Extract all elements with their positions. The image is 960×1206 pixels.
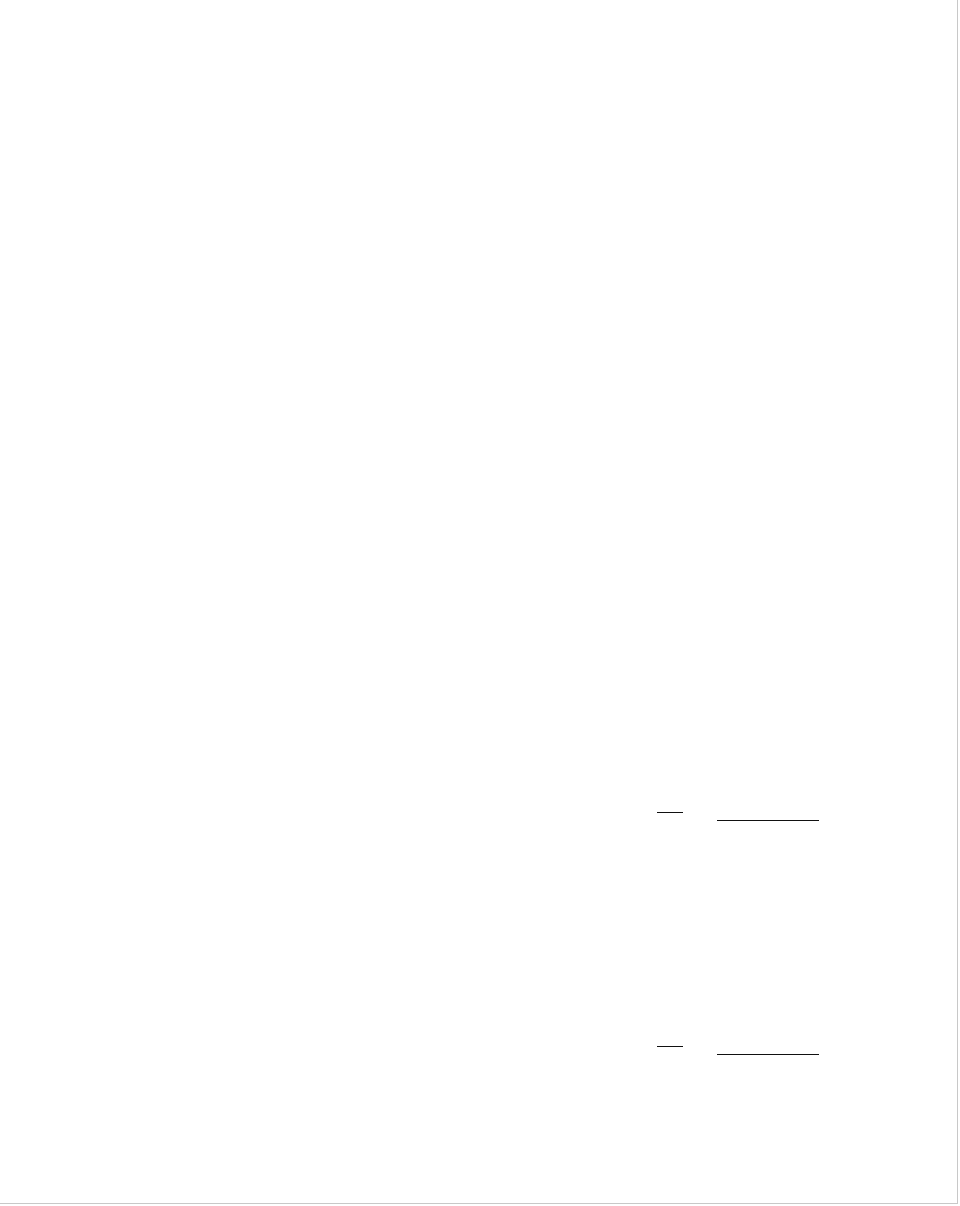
answer-figures xyxy=(0,680,960,1160)
answer-blank[interactable] xyxy=(717,1054,819,1055)
wave-figure-top xyxy=(0,0,960,440)
fraction-bar xyxy=(657,1046,683,1047)
fraction-bar xyxy=(657,812,683,813)
answer-blank[interactable] xyxy=(717,820,819,821)
destructive-fraction-answer xyxy=(657,1024,827,1074)
constructive-fraction-answer xyxy=(657,790,827,840)
